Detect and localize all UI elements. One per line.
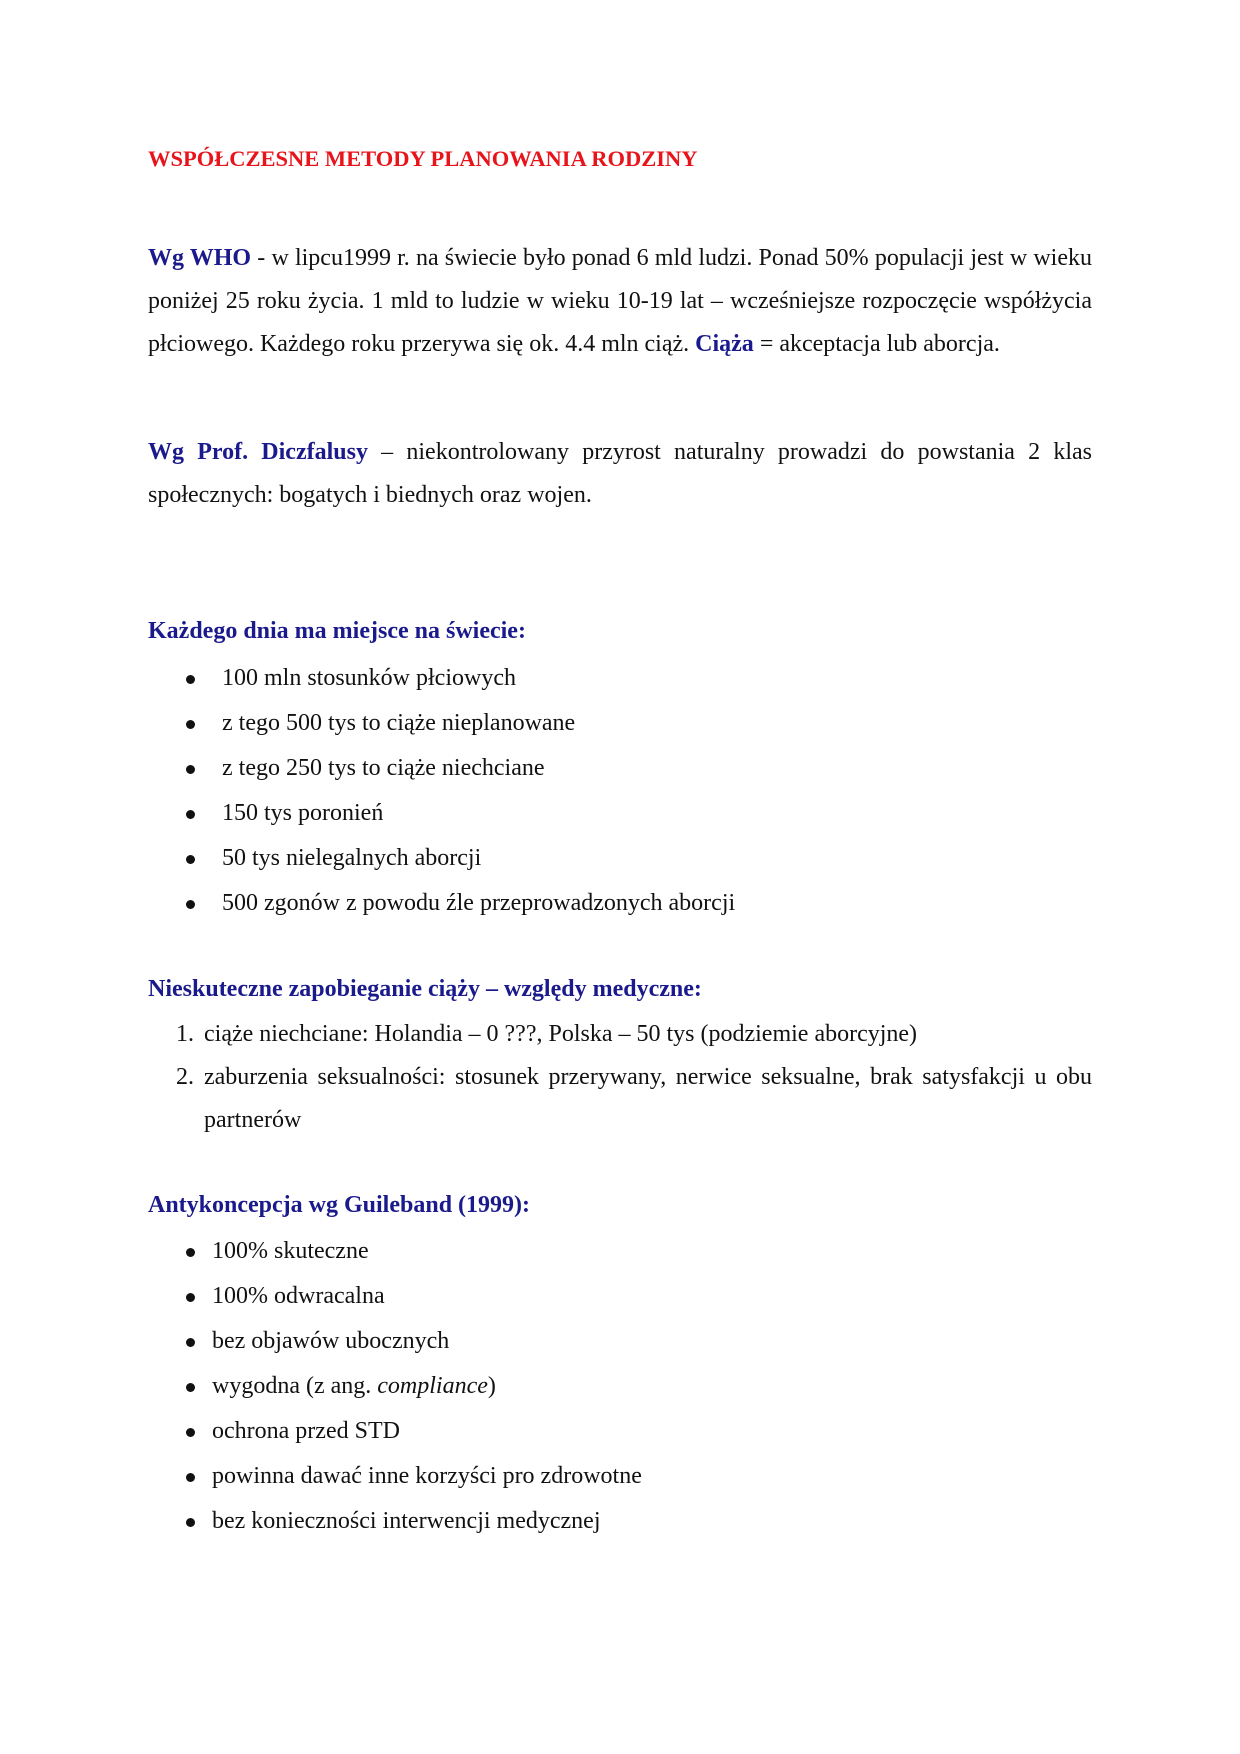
- bullet-icon: [186, 900, 195, 909]
- bullet-icon: [186, 1383, 195, 1392]
- who-paragraph: [148, 237, 1092, 366]
- who-text-end: = akceptacja lub aborcja.: [753, 331, 1000, 357]
- bullet-icon: [186, 765, 195, 774]
- who-label: Wg WHO: [148, 245, 252, 271]
- list-item: 2. zaburzenia seksualności: stosunek przerywany, nerwice seksualne, brak satysfakcji u obu partnerów: [176, 1064, 1092, 1133]
- bullet-icon: [186, 1428, 195, 1437]
- bullet-icon: [186, 855, 195, 864]
- list-item: 50 tys nielegalnych aborcji: [148, 836, 735, 881]
- list-item: ochrona przed STD: [148, 1409, 642, 1454]
- list-item: powinna dawać inne korzyści pro zdrowotne: [148, 1454, 642, 1499]
- document-title: WSPÓŁCZESNE METODY PLANOWANIA RODZINY: [148, 146, 698, 171]
- who-text: - w lipcu1999 r. na świecie było ponad 6 mld ludzi. Ponad 50% populacji jest w wieku poniżej 25 roku życia. 1 mld to ludzie w wieku 10-19 lat – wcześniejsze rozpoczęcie współżycia płciowego. Każdego roku przerywa się ok. 4.4 mln ciąż.: [148, 245, 1093, 357]
- contraception-heading: Antykoncepcja wg Guileband (1999):: [148, 1192, 531, 1218]
- daily-list: [148, 656, 735, 926]
- list-item: z tego 250 tys to ciąże niechciane: [148, 746, 735, 791]
- list-item: 100% skuteczne: [148, 1229, 642, 1274]
- list-item: 100% odwracalna: [148, 1274, 642, 1319]
- daily-heading: Każdego dnia ma miejsce na świecie:: [148, 618, 526, 644]
- list-item: wygodna (z ang. compliance): [148, 1364, 642, 1409]
- contraception-list: [148, 1229, 642, 1544]
- diczfalusy-paragraph: [148, 431, 1092, 517]
- list-item: 150 tys poronień: [148, 791, 735, 836]
- bullet-icon: [186, 1293, 195, 1302]
- list-item: bez konieczności interwencji medycznej: [148, 1499, 642, 1544]
- diczfalusy-text: – niekontrolowany przyrost naturalny prowadzi do powstania 2 klas społecznych: bogatych i biednych oraz wojen.: [148, 439, 1092, 508]
- ineffective-heading: Nieskuteczne zapobieganie ciąży – względy medyczne:: [148, 976, 702, 1002]
- list-item: z tego 500 tys to ciąże nieplanowane: [148, 701, 735, 746]
- bullet-icon: [186, 1473, 195, 1482]
- bullet-icon: [186, 1518, 195, 1527]
- list-item: 500 zgonów z powodu źle przeprowadzonych aborcji: [148, 881, 735, 926]
- list-item: 1. ciąże niechciane: Holandia – 0 ???, Polska – 50 tys (podziemie aborcyjne): [176, 1021, 918, 1047]
- ineffective-list: [148, 1013, 1092, 1142]
- bullet-icon: [186, 1338, 195, 1347]
- bullet-icon: [186, 1248, 195, 1257]
- list-item: 100 mln stosunków płciowych: [148, 656, 735, 701]
- diczfalusy-label: Wg Prof. Diczfalusy: [148, 439, 368, 465]
- list-item: bez objawów ubocznych: [148, 1319, 642, 1364]
- bullet-icon: [186, 720, 195, 729]
- ciaza-label: Ciąża: [695, 331, 754, 357]
- bullet-icon: [186, 810, 195, 819]
- bullet-icon: [186, 675, 195, 684]
